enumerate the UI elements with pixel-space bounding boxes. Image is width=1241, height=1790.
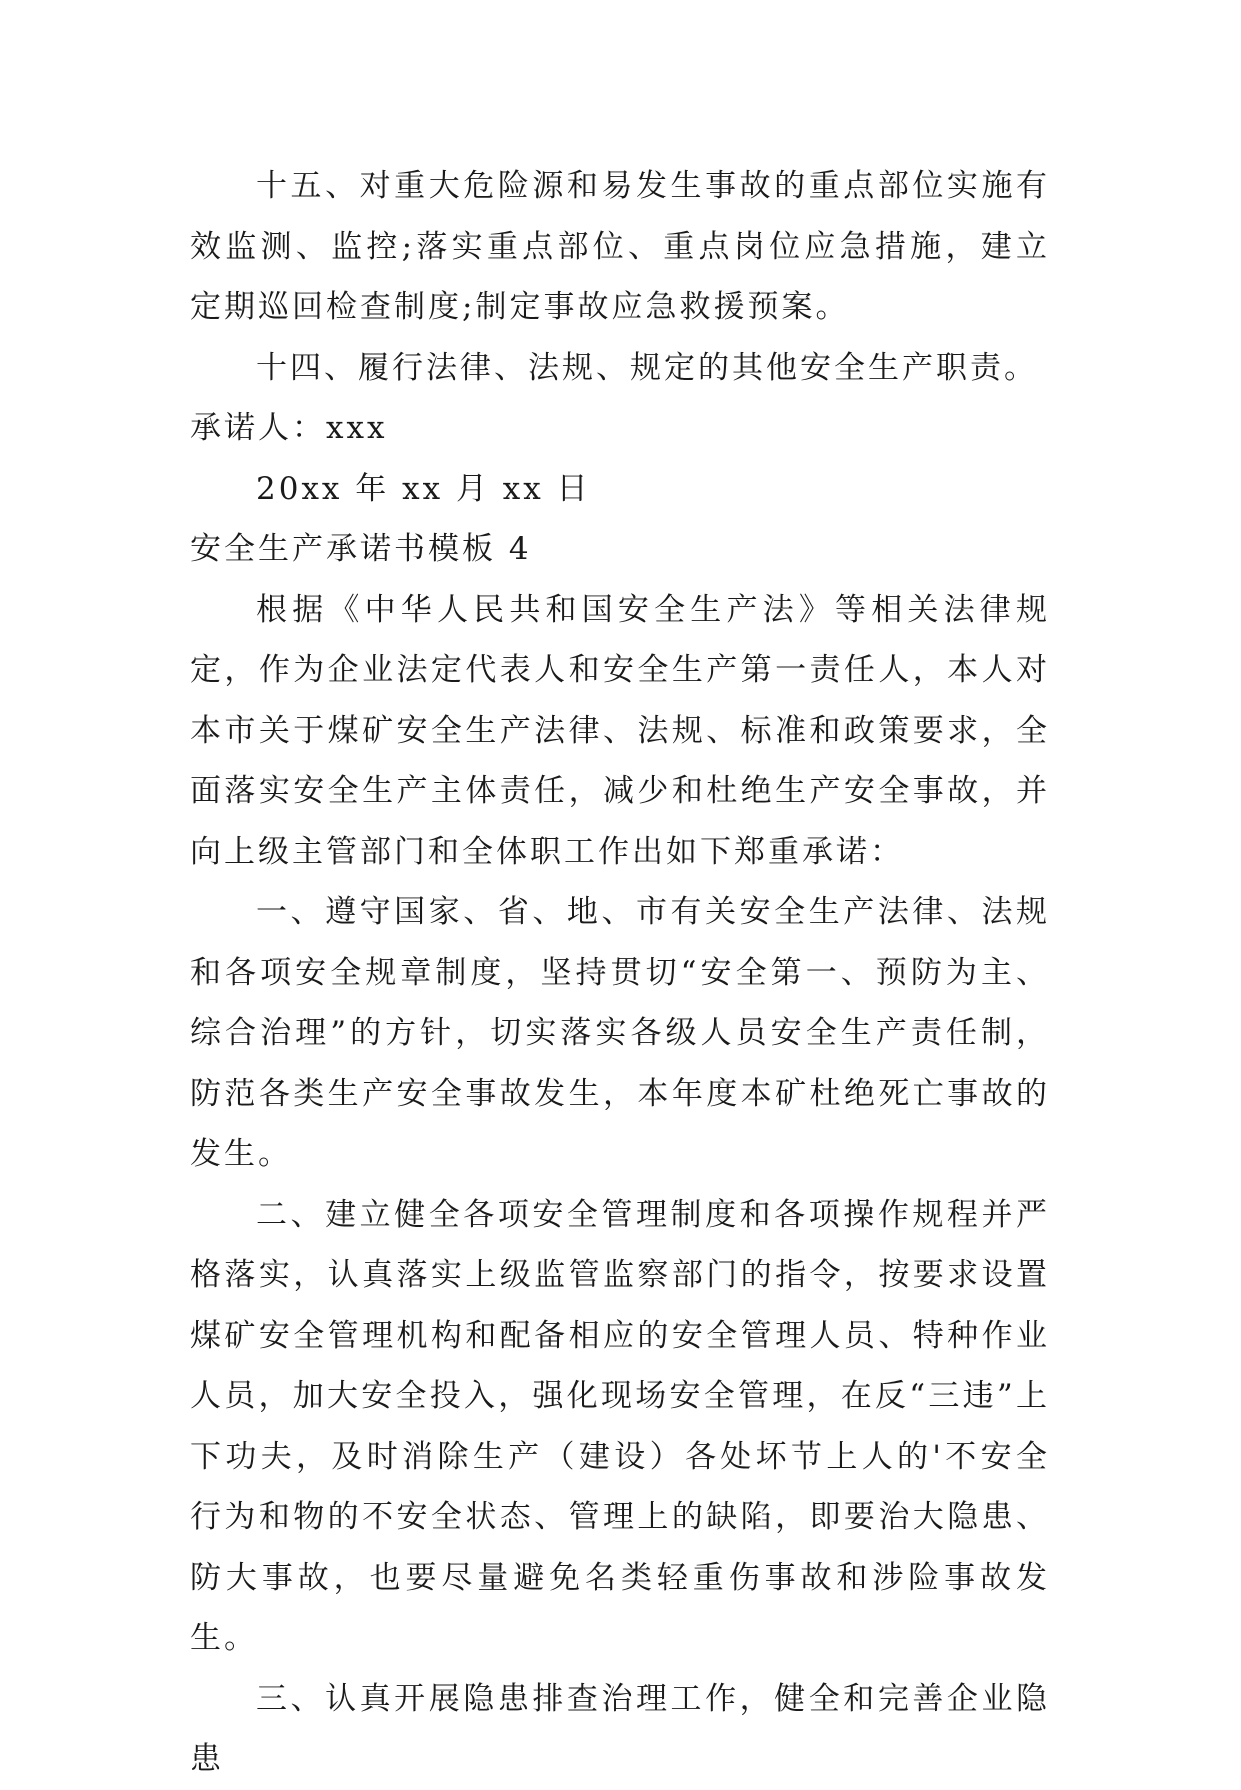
- document-body: [190, 156, 1050, 1790]
- section-title: 安全生产承诺书模板 4: [190, 531, 532, 567]
- paragraph-item-15: 十五、对重大危险源和易发生事故的重点部位实施有效监测、监控;落实重点部位、重点岗位应急措施，建立定期巡回检查制度;制定事故应急救援预案。: [190, 168, 1050, 325]
- intro-paragraph: 根据《中华人民共和国安全生产法》等相关法律规定，作为企业法定代表人和安全生产第一责任人，本人对本市关于煤矿安全生产法律、法规、标准和政策要求，全面落实安全生产主体责任，减少和杜绝生产安全事故，并向上级主管部门和全体职工作出如下郑重承诺：: [190, 591, 1050, 870]
- signatory-line: 承诺人：xxx: [190, 410, 388, 446]
- date-line: 20xx 年 xx 月 xx 日: [256, 470, 591, 507]
- paragraph-item-3: 三、认真开展隐患排查治理工作，健全和完善企业隐患: [190, 1680, 1050, 1777]
- paragraph-item-1: 一、遵守国家、省、地、市有关安全生产法律、法规和各项安全规章制度，坚持贯切“安全第一、预防为主、综合治理”的方针，切实落实各级人员安全生产责任制，防范各类生产安全事故发生，本年度本矿杜绝死亡事故的发生。: [190, 894, 1050, 1172]
- paragraph-item-14: 十四、履行法律、法规、规定的其他安全生产职责。: [256, 349, 1038, 386]
- paragraph-item-2: 二、建立健全各项安全管理制度和各项操作规程并严格落实，认真落实上级监管监察部门的指令，按要求设置煤矿安全管理机构和配备相应的安全管理人员、特种作业人员，加大安全投入，强化现场安全管理，在反“三违”上下功夫，及时消除生产（建设）各处坏节上人的'不安全行为和物的不安全状态、管理上的缺陷，即要治大隐患、防大事故，也要尽量避免名类轻重伤事故和涉险事故发生。: [190, 1196, 1050, 1656]
